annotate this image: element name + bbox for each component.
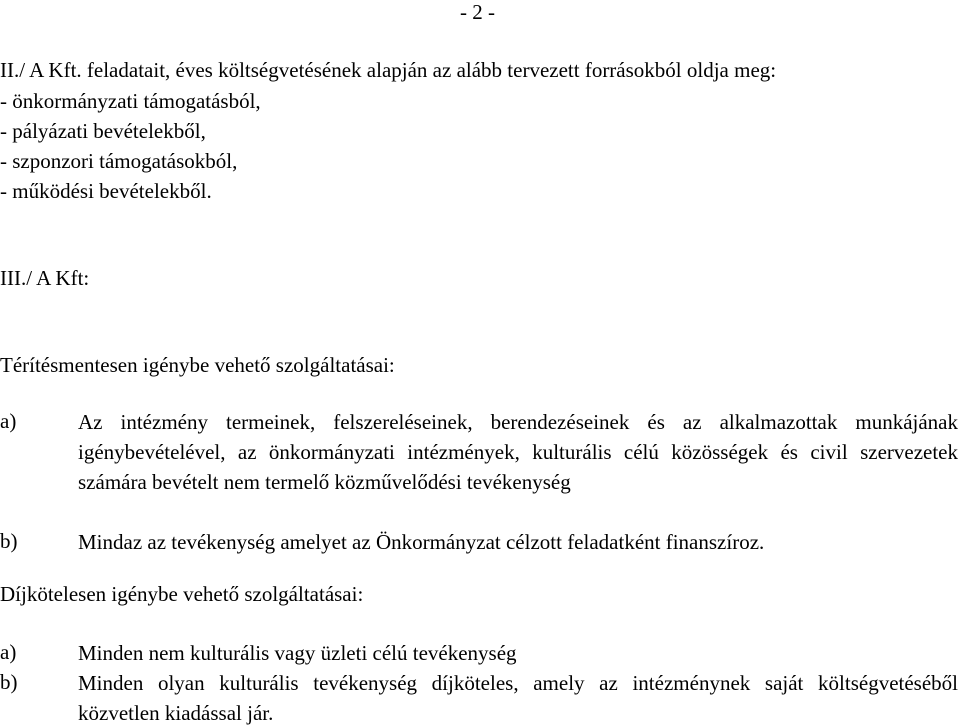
page-number: - 2 - bbox=[460, 0, 495, 24]
paid-service-item bbox=[0, 638, 958, 668]
paid-services-heading: Díjkötelesen igénybe vehető szolgáltatásai: bbox=[0, 582, 364, 606]
funding-source-item: - önkormányzati támogatásból, bbox=[0, 89, 261, 113]
list-marker: b) bbox=[0, 670, 18, 694]
free-services-heading: Térítésmentesen igénybe vehető szolgáltatásai: bbox=[0, 353, 395, 377]
funding-source-item: - működési bevételekből. bbox=[0, 179, 212, 203]
funding-source-item: - pályázati bevételekből, bbox=[0, 119, 206, 143]
list-marker: a) bbox=[0, 640, 17, 664]
free-service-item bbox=[0, 527, 958, 557]
list-marker: b) bbox=[0, 529, 18, 553]
free-service-item bbox=[0, 407, 958, 527]
funding-source-item: - szponzori támogatásokból, bbox=[0, 149, 238, 173]
section-3-heading: III./ A Kft: bbox=[0, 266, 90, 290]
free-service-text: Az intézmény termeinek, felszereléseinek, berendezéseinek és az alkalmazottak munkájának igénybevételével, az önkormányzati intézmények, kulturális célú közösségek és civil szervezetek számára bevételt nem termelő közművelődési tevékenység bbox=[78, 410, 958, 494]
paid-service-text: Minden nem kulturális vagy üzleti célú tevékenység bbox=[78, 641, 517, 665]
list-marker: a) bbox=[0, 409, 17, 433]
paid-service-item bbox=[0, 668, 958, 728]
section-2-heading: II./ A Kft. feladatait, éves költségvetésének alapján az alább tervezett forrásokból oldja meg: bbox=[0, 58, 777, 82]
free-service-text: Mindaz az tevékenység amelyet az Önkormányzat célzott feladatként finanszíroz. bbox=[78, 530, 765, 554]
paid-service-text: Minden olyan kulturális tevékenység díjköteles, amely az intézménynek saját költségvetéséből közvetlen kiadással jár. bbox=[78, 671, 958, 725]
